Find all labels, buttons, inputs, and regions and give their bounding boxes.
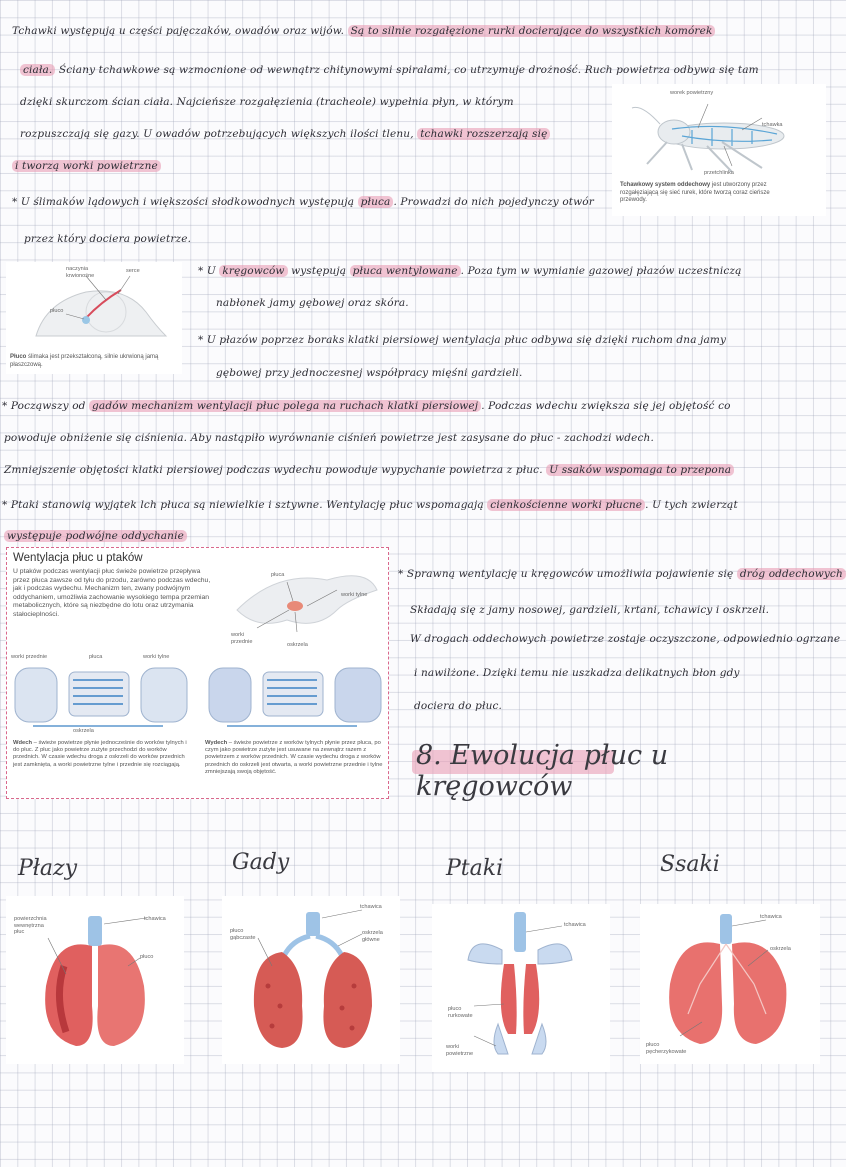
note-line (12, 157, 161, 175)
section-title: 8. Ewolucja płuc u kręgowców (416, 740, 669, 802)
note-text: . Podczas wdechu zwiększa się jej objętość co (481, 400, 731, 412)
caption-text: – świeże powietrze płynie jednocześnie do worków tylnych i do płuc. Z płuc jako powietrze zużyte przechodzi do worków przednich. W czasie wdechu droga z oskrzeli do worków przednich jest zamknięta, a worki powietrzne tylne i przednie się rozciągają. (13, 740, 187, 768)
highlighted-text: i tworzą worki powietrzne (12, 160, 161, 172)
note-line (12, 193, 594, 211)
note-line: W drogach oddechowych powietrze zostaje oczyszczone, odpowiednio ogrzane (410, 633, 841, 645)
highlighted-text: płuca wentylowane (350, 265, 461, 277)
inhale-diagram (13, 662, 191, 730)
label-main-bronchi: oskrzela główne (362, 930, 383, 943)
highlighted-text: cienkościenne worki płucne (487, 499, 645, 511)
reptile-lungs-illustration (222, 896, 400, 1064)
note-text: Zmniejszenie objętości klatki piersiowej podczas wydechu powoduje wypychanie powietrza z płuc. (4, 464, 543, 476)
note-text: * Ptaki stanowią wyjątek lch płuca są niewielkie i sztywne. Wentylację płuc wspomagają (2, 499, 484, 511)
snail-figure (6, 262, 182, 374)
heading-birds: Ptaki (446, 856, 504, 881)
label-spiracle: przetchlinka (704, 170, 734, 176)
highlighted-text: Są to silnie rozgałęzione rurki docierające do wszystkich komórek (348, 25, 716, 37)
label-bronchus: oskrzela (287, 642, 308, 648)
note-line (20, 61, 759, 79)
heading-reptiles: Gady (232, 850, 290, 875)
exhale-diagram (207, 662, 385, 730)
note-text: * Sprawną wentylację u kręgowców umożliwia pojawienie się (398, 568, 734, 580)
mammal-lungs-illustration (640, 904, 820, 1064)
note-text: rozpuszczają się gazy. U owadów potrzebujących większych ilości tlenu, (20, 128, 414, 140)
note-line: gębowej przy jednoczesnej współpracy mięśni gardzieli. (216, 367, 523, 379)
caption-text: – świeże powietrze z worków tylnych płynie przez płuca, po czym jako powietrze zużyte jest usuwane na zewnątrz razem z powietrzem z worków przednich. W czasie wydechu droga z worków przednich do oskrzeli jest otwarta, a worki powietrzne przednie i tylne zmniejszają swoją objętość. (205, 740, 383, 775)
note-line: nabłonek jamy gębowej oraz skóra. (216, 297, 409, 309)
note-text: . Prowadzi do nich pojedynczy otwór (393, 196, 594, 208)
amphibian-lungs-card (6, 896, 184, 1064)
diagram-label-rear-sacs: worki tylne (143, 654, 170, 660)
note-text: Ściany tchawkowe są wzmocnione od wewnątrz chitynowymi spiralami, co utrzymuje drożność. (58, 64, 582, 76)
label-front-sacs: worki przednie (231, 632, 253, 645)
note-line: i nawilżone. Dzięki temu nie uszkadza delikatnych błon gdy (414, 667, 740, 679)
note-text: Ruch powietrza odbywa się tam (584, 64, 759, 76)
bird-ventilation-box (6, 547, 389, 799)
label-tubular-lung: płuco rurkowate (448, 1006, 473, 1019)
highlighted-text: tchawki rozszerzają się (417, 128, 550, 140)
label-alveolar-lung: płuco pęcherzykowate (646, 1042, 687, 1055)
label-air-sacs: worki powietrzne (446, 1044, 474, 1057)
note-text: . U tych zwierząt (645, 499, 738, 511)
note-line: powoduje obniżenie się ciśnienia. Aby nastąpiło wyrównanie ciśnień powietrze jest zasysane do płuc - zachodzi wdech. (4, 432, 654, 444)
label-lung: płuco (50, 308, 64, 314)
note-text: * U ślimaków lądowych i większości słodkowodnych występują (12, 196, 355, 208)
caption-bold: Wydech (205, 740, 228, 746)
note-line: przez który dociera powietrze. (24, 233, 192, 245)
diagram-label-bronchus: oskrzela (73, 728, 94, 734)
box-title: Wentylacja płuc u ptaków (13, 552, 143, 564)
grasshopper-figure (612, 84, 826, 216)
label-inner-surface: powierzchnia wewnętrzna płuc (14, 916, 47, 935)
note-line: * U płazów poprzez boraks klatki piersiowej wentylacja płuc odbywa się dzięki ruchom dna jamy (198, 334, 727, 346)
mammal-lungs-card (640, 904, 820, 1064)
caption-bold: Płuco (10, 354, 27, 360)
heading-mammals: Ssaki (660, 852, 720, 877)
inhale-caption (13, 740, 191, 769)
caption-text: jest utworzony przez rozgałęziającą się sieć rurek, które tworzą coraz cieńsze przewody. (620, 182, 770, 203)
note-text: * Począwszy od (2, 400, 86, 412)
note-line: dociera do płuc. (414, 700, 502, 712)
note-line (2, 496, 738, 514)
label-spongy-lung: płuco gąbczaste (230, 928, 256, 941)
grasshopper-caption (620, 182, 796, 205)
highlighted-text: kręgowców (219, 265, 287, 277)
label-heart: serce (126, 268, 140, 274)
exhale-caption (205, 740, 383, 776)
note-line (4, 527, 187, 545)
grasshopper-illustration (612, 84, 826, 180)
snail-caption (10, 354, 178, 369)
highlighted-text: płuca (358, 196, 394, 208)
note-line: Składają się z jamy nosowej, gardzieli, krtani, tchawicy i oskrzeli. (410, 604, 770, 616)
label-trachea: tchawica (564, 922, 586, 928)
caption-bold: Tchawkowy system oddechowy (620, 182, 711, 188)
note-line (12, 22, 715, 40)
diagram-label-lungs: płuca (89, 654, 103, 660)
highlighted-text: ciała. (20, 64, 55, 76)
section-title-highlight (406, 736, 824, 802)
note-line (2, 397, 731, 415)
note-line (20, 125, 550, 143)
caption-text: ślimaka jest przekształconą, silnie ukrwioną jamą płaszczową. (10, 354, 159, 368)
label-vessels: naczynia krwionośne (66, 266, 95, 279)
note-line (398, 565, 846, 583)
label-trachea: tchawica (144, 916, 166, 922)
label-trachea: tchawka (762, 122, 783, 128)
note-line (4, 461, 734, 479)
bird-lungs-card (432, 904, 610, 1072)
label-air-sac: worek powietrzny (670, 90, 714, 96)
label-lung: płuco (140, 954, 154, 960)
note-line: dzięki skurczom ścian ciała. Najcieńsze rozgałęzienia (tracheole) wypełnia płyn, w którym (20, 96, 514, 108)
note-text: występują (291, 265, 347, 277)
highlighted-text: dróg oddechowych (737, 568, 846, 580)
label-trachea: tchawica (360, 904, 382, 910)
label-trachea: tchawica (760, 914, 782, 920)
reptile-lungs-card (222, 896, 400, 1064)
highlighted-text: występuje podwójne oddychanie (4, 530, 187, 542)
label-lungs: płuca (271, 572, 285, 578)
note-line (198, 262, 741, 280)
note-text: . Poza tym w wymianie gazowej płazów uczestniczą (460, 265, 742, 277)
heading-amphibians: Płazy (18, 856, 78, 881)
caption-bold: Wdech (13, 740, 33, 746)
label-rear-sacs: worki tylne (341, 592, 368, 598)
note-text: * U (198, 265, 216, 277)
highlighted-text: gadów mechanizm wentylacji płuc polega na ruchach klatki piersiowej (89, 400, 481, 412)
diagram-label-front-sacs: worki przednie (11, 654, 48, 660)
label-bronchus: oskrzela (770, 946, 791, 952)
highlighted-text: U ssaków wspomaga to przepona (546, 464, 734, 476)
note-text: Tchawki występują u części pajęczaków, owadów oraz wijów. (12, 25, 345, 37)
box-description: U ptaków podczas wentylacji płuc świeże powietrze przepływa przez płuca zawsze od tyłu do przodu, zarówno podczas wdechu, jak i podczas wydechu. Mechanizm ten, zwany podwójnym oddychaniem, umożliwia zachowanie wysokiego tempa przemian metabolicznych, które są niezbędne do lotu oraz utrzymania stałocieplności. (13, 568, 211, 618)
